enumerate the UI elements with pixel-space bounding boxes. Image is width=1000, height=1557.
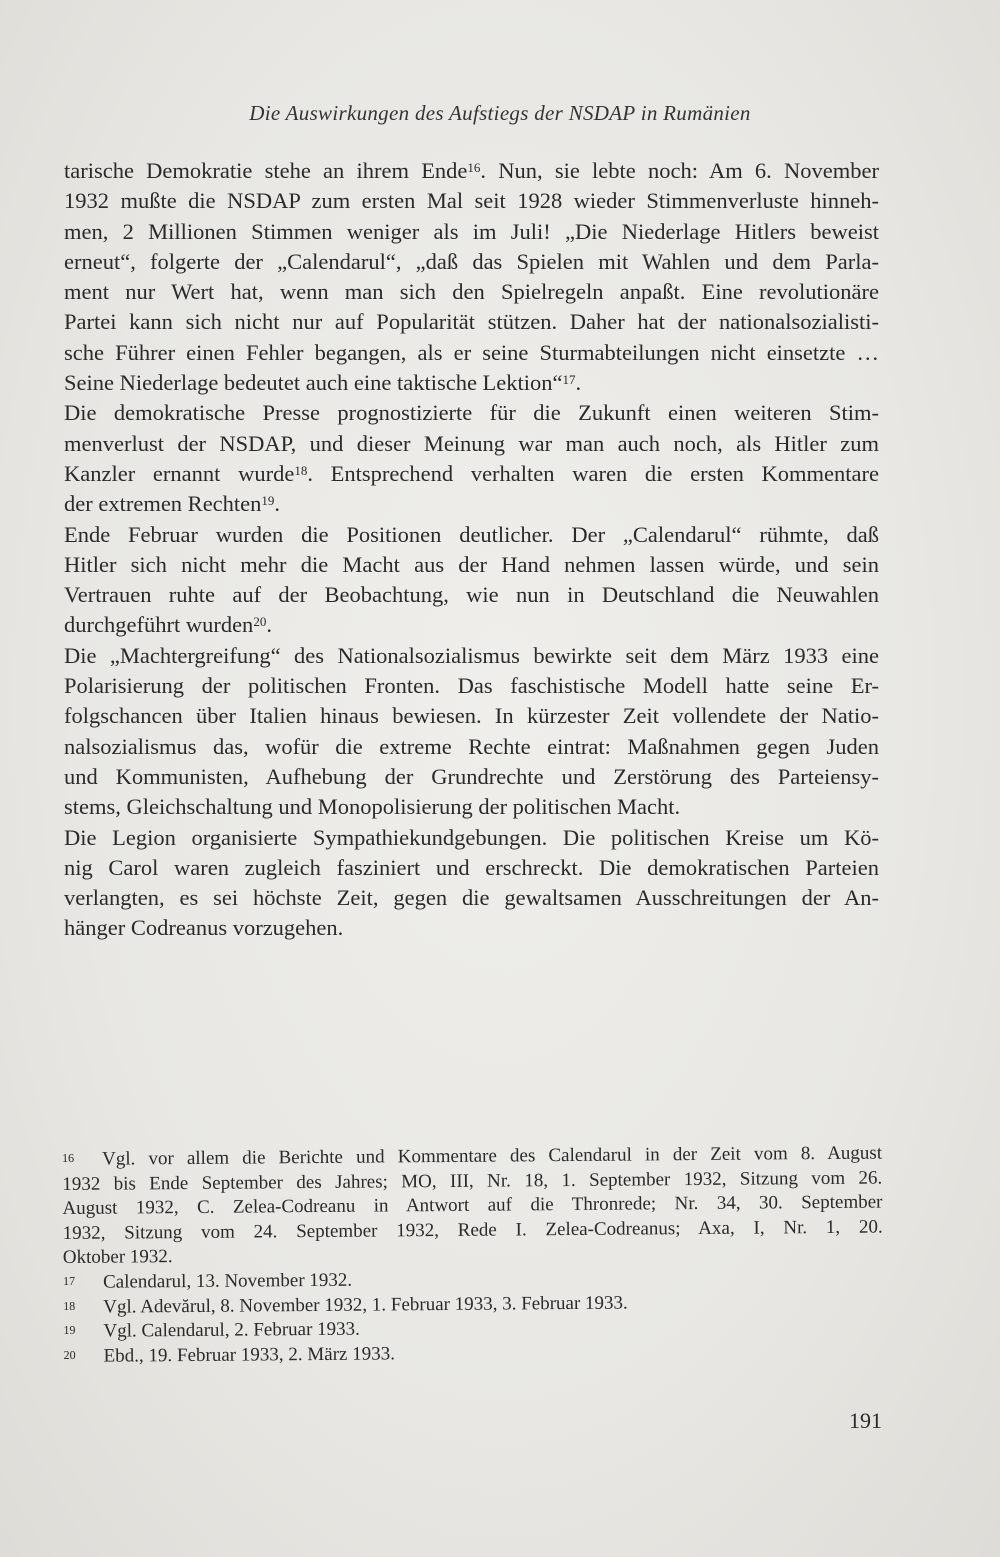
body-line: [64, 732, 879, 762]
body-line: [64, 338, 879, 368]
footnote-reference: 16: [467, 160, 481, 175]
footnote-line: 1932, Sitzung vom 24. September 1932, Rede I. Zelea-Codreanus; Axa, I, Nr. 1, 20.: [62, 1216, 883, 1244]
body-line-text: der extremen Rechten: [64, 491, 262, 517]
body-line-text: Hitler sich nicht mehr die Macht aus der Hand nehmen lassen würde, und sein: [64, 551, 879, 577]
body-line-text: Kanzler ernannt wurde: [64, 460, 295, 486]
body-line-text: menverlust der NSDAP, und dieser Meinung war man auch noch, als Hitler zum: [64, 430, 879, 456]
footnote-reference: 19: [261, 493, 275, 509]
footnote-reference: 18: [294, 462, 308, 478]
body-line: [64, 186, 879, 216]
body-line-text: men, 2 Millionen Stimmen weniger als im Juli! „Die Niederlage Hitlers beweist: [64, 218, 879, 244]
body-line: [64, 883, 879, 913]
footnote-line: Calendarul, 13. November 1932.: [102, 1269, 353, 1293]
body-line: [64, 823, 879, 853]
body-line: [64, 489, 879, 519]
body-line: [64, 610, 879, 640]
body-line-text-tail: .: [266, 612, 272, 638]
body-line-text: Die „Machtergreifung“ des Nationalsozialismus bewirkte seit dem März 1933 eine: [64, 642, 879, 668]
body-line: [64, 247, 879, 277]
footnote-line: Ebd., 19. Februar 1933, 2. März 1933.: [103, 1343, 395, 1367]
footnote-line: Vgl. vor allem die Berichte und Kommentare des Calendarul in der Zeit vom 8. August: [102, 1142, 883, 1170]
body-line: [64, 520, 879, 550]
footnote: [62, 1142, 883, 1271]
body-line: [64, 550, 879, 580]
body-line-text: nalsozialismus das, wofür die extreme Rechte eintrat: Maßnahmen gegen Juden: [64, 733, 879, 759]
body-line-text: Partei kann sich nicht nur auf Popularität stützen. Daher hat der nationalsozialisti-: [64, 309, 879, 335]
body-line-text: sche Führer einen Fehler begangen, als er seine Sturmabteilungen nicht einsetzte …: [64, 339, 879, 365]
footnote-reference: 17: [562, 372, 576, 388]
body-line-text: durchgeführt wurden: [64, 612, 254, 638]
body-line: [64, 641, 879, 671]
footnote-number: 20: [63, 1347, 76, 1362]
body-line: [64, 913, 879, 943]
body-line-text: stems, Gleichschaltung und Monopolisierung der politischen Macht.: [64, 794, 681, 820]
body-line-text: Die Legion organisierte Sympathiekundgebungen. Die politischen Kreise um Kö-: [64, 824, 879, 850]
body-line-text: folgschancen über Italien hinaus bewiesen. In kürzester Zeit vollendete der Natio-: [64, 703, 879, 729]
body-line-text: erneut“, folgerte der „Calendarul“, „daß das Spielen mit Wahlen und dem Parla-: [64, 248, 879, 274]
body-line-text: Seine Niederlage bedeutet auch eine taktische Lektion“: [64, 370, 563, 396]
body-line-text: Vertrauen ruhte auf der Beobachtung, wie nun in Deutschland die Neuwahlen: [64, 582, 879, 608]
body-line-text: Ende Februar wurden die Positionen deutlicher. Der „Calendarul“ rühmte, daß: [64, 521, 879, 547]
body-line: [64, 580, 879, 610]
body-line: [64, 459, 879, 489]
body-line-text-tail: .: [575, 370, 582, 396]
body-line: [64, 762, 879, 792]
body-line-text: ment nur Wert hat, wenn man sich den Spielregeln anpaßt. Eine revolutionäre: [64, 279, 879, 305]
footnotes: [62, 1142, 884, 1370]
footnote: [64, 1338, 884, 1369]
footnote-line: August 1932, C. Zelea-Codreanu in Antwort auf die Thronrede; Nr. 34, 30. September: [62, 1191, 883, 1220]
running-head: Die Auswirkungen des Aufstiegs der NSDAP in Rumänien: [249, 101, 751, 125]
footnote-number: 16: [62, 1150, 75, 1165]
body-line-text-tail: . Entsprechend verhalten waren die ersten Kommentare: [307, 460, 879, 486]
body-line-text: verlangten, es sei höchste Zeit, gegen die gewaltsamen Ausschreitungen der An-: [64, 885, 879, 911]
body-line: [64, 398, 879, 428]
footnote-reference: 20: [253, 614, 267, 630]
body-line-text: 1932 mußte die NSDAP zum ersten Mal seit 1928 wieder Stimmenverluste hinneh-: [64, 188, 879, 214]
body-line-text: Die demokratische Presse prognostizierte für die Zukunft einen weiteren Stim-: [64, 400, 879, 426]
body-line: [64, 368, 879, 398]
body-line: [64, 853, 879, 883]
body-line: [64, 792, 879, 822]
body-line-text: tarische Demokratie stehe an ihrem Ende: [64, 158, 468, 183]
footnote-number: 19: [63, 1323, 76, 1338]
body-line-text-tail: .: [274, 491, 281, 517]
body-line: [64, 429, 879, 459]
body-line: [64, 217, 879, 247]
body-line: [64, 156, 879, 186]
body-line: [64, 307, 879, 337]
footnote-number: 18: [63, 1298, 76, 1313]
page-number: 191: [849, 1408, 882, 1433]
body-line-text: nig Carol waren zugleich fasziniert und erschreckt. Die demokratischen Parteien: [64, 854, 879, 880]
body-line: [64, 277, 879, 307]
body-line-text: Polarisierung der politischen Fronten. Das faschistische Modell hatte seine Er-: [64, 673, 879, 699]
body-text: [64, 156, 879, 944]
body-line: [64, 671, 879, 701]
body-line-text: hänger Codreanus vorzugehen.: [64, 915, 344, 941]
body-line-text-tail: . Nun, sie lebte noch: Am 6. November: [480, 158, 879, 183]
body-line: [64, 701, 879, 731]
footnote-line: 1932 bis Ende September des Jahres; MO, III, Nr. 18, 1. September 1932, Sitzung vom 26.: [62, 1167, 883, 1195]
footnote-line: Oktober 1932.: [62, 1246, 173, 1269]
footnote-line: Vgl. Calendarul, 2. Februar 1933.: [103, 1318, 360, 1342]
footnote-line: Vgl. Adevărul, 8. November 1932, 1. Februar 1933, 3. Februar 1933.: [103, 1292, 628, 1318]
body-line-text: und Kommunisten, Aufhebung der Grundrechte und Zerstörung des Parteiensy-: [64, 763, 879, 789]
footnote-number: 17: [62, 1273, 76, 1288]
